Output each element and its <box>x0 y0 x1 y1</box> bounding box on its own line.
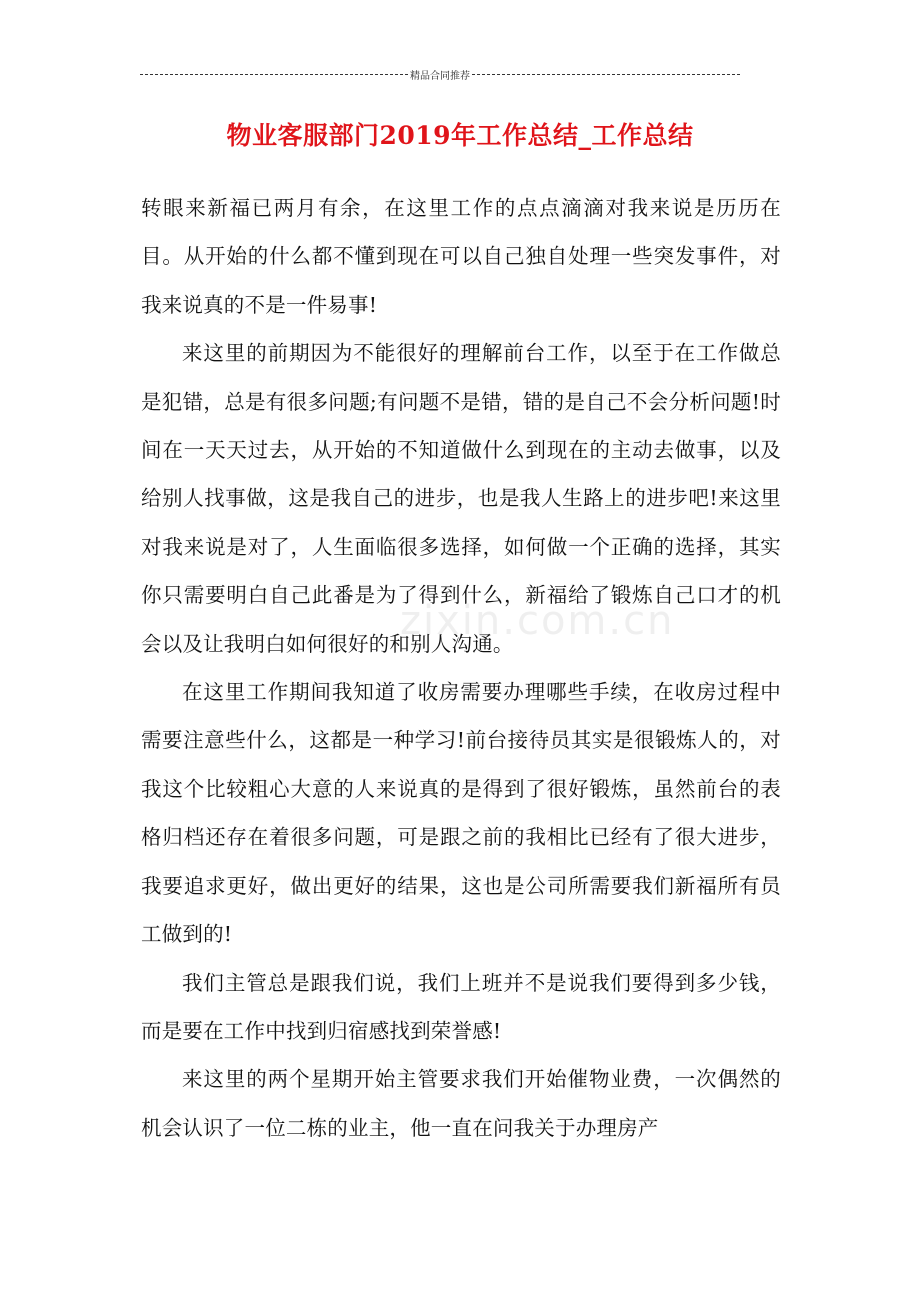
header-dash-left <box>140 74 408 75</box>
paragraph-4: 我们主管总是跟我们说，我们上班并不是说我们要得到多少钱，而是要在工作中找到归宿感找到荣誉感! <box>141 970 781 1043</box>
watermark: zixin.com.cn <box>400 598 675 644</box>
document-title: 物业客服部门2019年工作总结_工作总结 <box>226 121 694 150</box>
header-label: 精品合同推荐 <box>410 70 470 82</box>
paragraph-2: 来这里的前期因为不能很好的理解前台工作，以至于在工作做总是犯错，总是有很多问题;有问题不是错，错的是自己不会分析问题!时间在一天天过去，从开始的不知道做什么到现在的主动去做事，以及给别人找事做，这是我自己的进步，也是我人生路上的进步吧!来这里对我来说是对了，人生面临很多选择，如何做一个正确的选择，其实你只需要明白自己此番是为了得到什么，新福给了锻炼自己口才的机会以及让我明白如何很好的和别人沟通。 <box>141 341 781 656</box>
paragraph-5: 来这里的两个星期开始主管要求我们开始催物业费，一次偶然的机会认识了一位二栋的业主，他一直在问我关于办理房产 <box>141 1067 781 1140</box>
page-header <box>140 66 740 82</box>
header-dash-right <box>472 74 740 75</box>
paragraph-3: 在这里工作期间我知道了收房需要办理哪些手续，在收房过程中需要注意些什么，这都是一种学习!前台接待员其实是很锻炼人的，对我这个比较粗心大意的人来说真的是得到了很好锻炼，虽然前台的表格归档还存在着很多问题，可是跟之前的我相比已经有了很大进步，我要追求更好，做出更好的结果，这也是公司所需要我们新福所有员工做到的! <box>141 680 781 947</box>
document-body <box>141 184 781 1152</box>
paragraph-1: 转眼来新福已两月有余，在这里工作的点点滴滴对我来说是历历在目。从开始的什么都不懂到现在可以自己独自处理一些突发事件，对我来说真的不是一件易事! <box>141 196 781 317</box>
